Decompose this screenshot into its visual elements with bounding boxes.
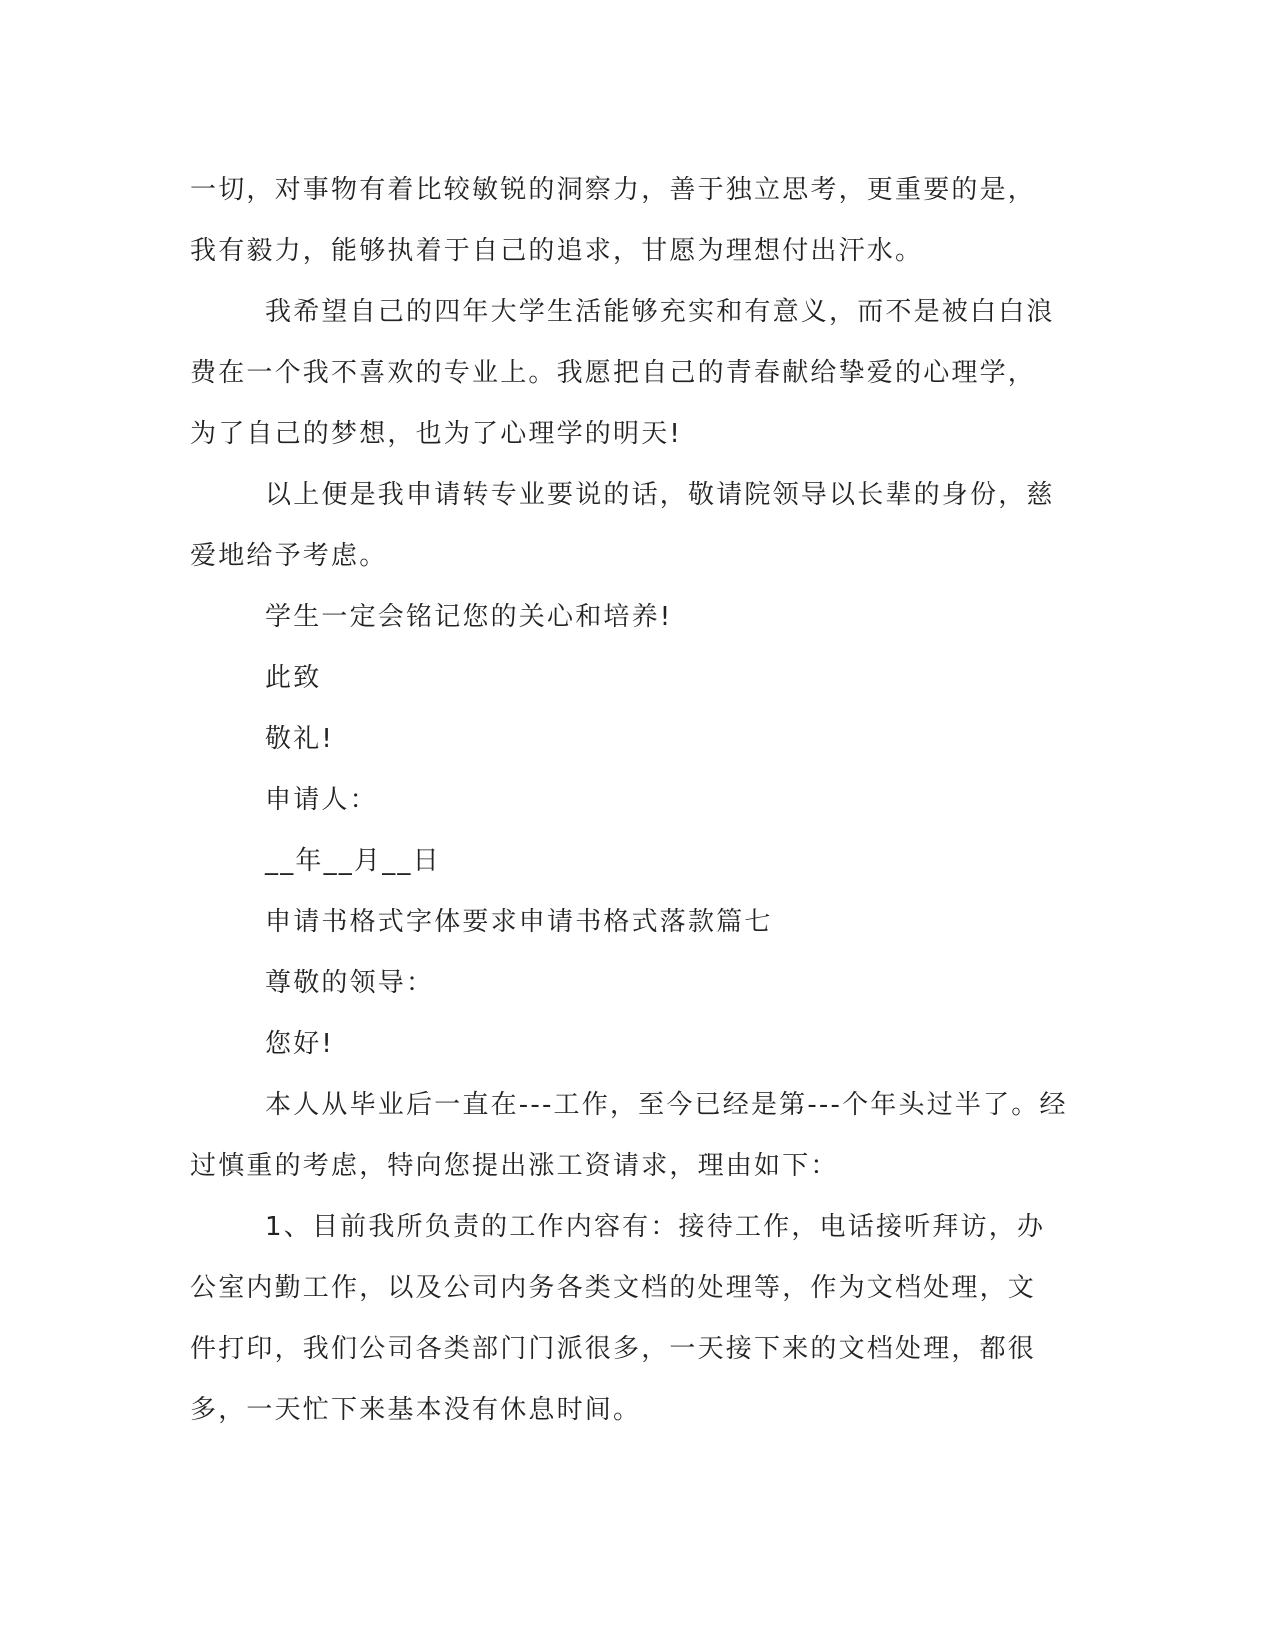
text-line-17: 过慎重的考虑，特向您提出涨工资请求，理由如下： xyxy=(190,1151,839,1181)
text-line-21: 多，一天忙下来基本没有休息时间。 xyxy=(190,1395,642,1425)
applicant-label: 申请人： xyxy=(265,785,378,815)
document-body xyxy=(190,160,1080,1441)
text-line-6: 以上便是我申请转专业要说的话，敬请院领导以长辈的身份，慈 xyxy=(265,480,1055,510)
section-heading: 申请书格式字体要求申请书格式落款篇七 xyxy=(265,907,773,937)
greeting-hello: 您好! xyxy=(265,1029,335,1059)
text-line-3: 我希望自己的四年大学生活能够充实和有意义，而不是被白白浪 xyxy=(265,297,1055,327)
salutation-jingli: 敬礼! xyxy=(265,724,335,754)
greeting-recipient: 尊敬的领导： xyxy=(265,968,435,998)
text-line-7: 爱地给予考虑。 xyxy=(190,541,388,571)
text-line-5: 为了自己的梦想，也为了心理学的明天! xyxy=(190,419,683,449)
salutation-cizhi: 此致 xyxy=(265,663,322,693)
text-line-18: 1、目前我所负责的工作内容有：接待工作，电话接听拜访，办 xyxy=(265,1212,1046,1242)
text-line-16: 本人从毕业后一直在---工作，至今已经是第---个年头过半了。经 xyxy=(265,1090,1068,1120)
text-line-1: 一切，对事物有着比较敏锐的洞察力，善于独立思考，更重要的是， xyxy=(190,175,1037,205)
text-line-20: 件打印，我们公司各类部门门派很多，一天接下来的文档处理，都很 xyxy=(190,1334,1037,1364)
text-line-2: 我有毅力，能够执着于自己的追求，甘愿为理想付出汗水。 xyxy=(190,236,924,266)
date-line: __年__月__日 xyxy=(265,846,441,876)
text-line-19: 公室内勤工作，以及公司内务各类文档的处理等，作为文档处理，文 xyxy=(190,1273,1037,1303)
text-line-4: 费在一个我不喜欢的专业上。我愿把自己的青春献给挚爱的心理学， xyxy=(190,358,1037,388)
closing-line: 学生一定会铭记您的关心和培养! xyxy=(265,602,673,632)
